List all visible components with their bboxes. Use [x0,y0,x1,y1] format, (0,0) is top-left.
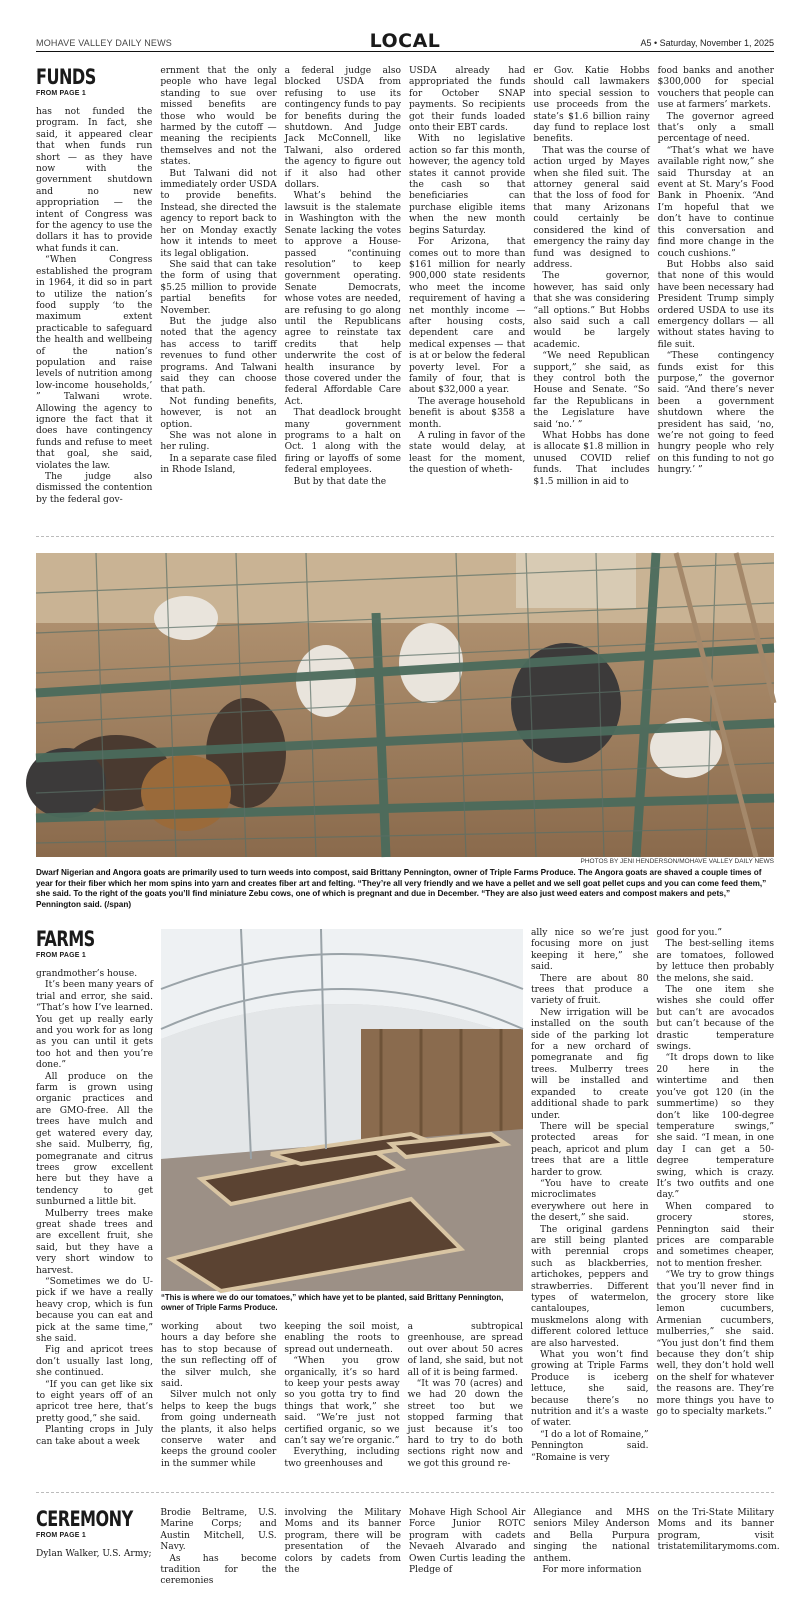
paragraph: The one item she wishes she could offer but can’t are avocados but can’t because of the drastic temperature swings. [656,985,774,1053]
paragraph: “It drops down to like 20 here in the wintertime and then you’ve got 120 (in the summertime) so they don’t like 100-degree temperature swings,” she said. “I mean, in one day I can get a 50-degree temperature swing, which is crazy. It’s two outfits and one day.” [656,1053,774,1201]
farms-col-3 [284,1322,400,1469]
paragraph: Silver mulch not only helps to keep the bugs from going underneath the plants, it also helps conserve water and keeps the ground cooler in the summer while [161,1390,277,1469]
paragraph: She was not alone in her ruling. [160,431,277,453]
funds-col-4 [409,66,525,518]
paragraph: keeping the soil moist, enabling the roots to spread out underneath. [284,1322,400,1355]
paragraph: What you won’t find growing at Triple Farms Produce is iceberg lettuce, she said, because there’s no nutrition and it’s a waste of water. [531,1350,649,1429]
paragraph: But by that date the [293,476,387,487]
paragraph: The governor, however, has said only that she was considering “all options.” But Hobbs also said such a call would be largely academic. [533,271,650,350]
paragraph: a federal judge also blocked USDA from refusing to use its contingency funds to pay for benefits during the shutdown. And Judge Jack McConnell, like Talwani, also ordered the agency to figure out if it also had other dollars. [284,66,401,191]
paragraph: Mulberry trees make great shade trees and are excellent fruit, she said, but they have a very short window to harvest. [36,1208,153,1276]
ceremony-col-6 [657,1508,780,1608]
funds-from-page: FROM PAGE 1 [36,90,86,97]
paragraph: Dylan Walker, U.S. Army; [36,1549,152,1559]
goat-photo-illustration [36,553,774,857]
farms-col-2 [161,1322,277,1469]
paragraph: “Sometimes we do U-pick if we have a really heavy crop, which is fun because you can eat and pick at the same time,” she said. [36,1276,153,1344]
paragraph: What Hobbs has done is allocate $1.8 million in unused COVID relief funds. That includes $1.5 million in aid to [533,431,650,487]
farms-col-5 [531,928,649,1463]
paragraph: All produce on the farm is grown using organic practices and are GMO-free. All the trees have mulch and get watered every day, she said. Mulberry, fig, pomegranate and citrus trees grow excellent here but they have a tendency to get sunburned a little bit. [36,1071,153,1208]
paragraph: involving the Military Moms and its banner program, there will be presentation of the colors by cadets from the [284,1508,401,1576]
paragraph: “If you can get like six to eight years off of an apricot tree here, that’s pretty good,” she said. [36,1379,153,1424]
paragraph: “These contingency funds exist for this purpose,” the governor said. “And there’s never been a government shutdown where the president has said, ‘no, we’re not going to feed hungry people who rely on this funding to not go hungry.’ ” [657,351,774,476]
section-divider [36,536,774,537]
paragraph: “That’s what we have available right now,” she said Thursday at an event at St. Mary’s Food Bank in Phoenix. “And I’m hopeful that we don’t have to continue this conversation and find more change in the couch cushions.” [657,145,774,259]
greenhouse-photo-caption: “This is where we do our tomatoes,” which have yet to be planted, said Brittany Pennington, owner of Triple Farms Produce. [161,1293,504,1312]
paragraph: “You have to create microclimates everywhere out here in the desert,” she said. [531,1178,649,1224]
paragraph: working about two hours a day before she has to stop because of the sun reflecting off of the silver mulch, she said. [161,1322,277,1390]
paragraph: Allegiance and MHS seniors Miley Anderson and Bella Purpura singing the national anthem. [533,1508,650,1564]
paragraph: When compared to grocery stores, Pennington said their prices are comparable and sometimes cheaper, not to mention fresher. [656,1201,774,1269]
paragraph: She said that can take the form of using that $5.25 million to provide partial benefits for November. [160,259,277,316]
paragraph: New irrigation will be installed on the south side of the parking lot for a new orchard of pomegranate and fig trees. Mulberry trees will be installed and expanded to create additional shade to park under. [531,1007,649,1121]
paragraph: The average household benefit is about $358 a month. [408,396,526,430]
paragraph: “We need Republican support,” she said, as they control both the House and Senate. “So far the Republicans in the Legislature have said ‘no.’ ” [533,351,650,430]
paragraph: on the Tri-State Military Moms and its banner program, visit tristatemilitarymoms.com. [657,1508,780,1553]
photo-credit: PHOTOS BY JENI HENDERSON/MOHAVE VALLEY DAILY NEWS [580,858,774,865]
farms-col-1 [36,928,153,1448]
ceremony-col-2 [160,1508,276,1608]
header-rule [36,51,774,52]
page-date: A5 • Saturday, November 1, 2025 [640,38,774,48]
paragraph: The original gardens are still being planted with perennial crops such as blackberries, artichokes, peppers and strawberries. Different types of watermelon, cantaloupes, muskmelons along with different colored lettuce are also harvested. [531,1224,649,1349]
paragraph: has not funded the program. In fact, she said, it appeared clear that when funds run short — as they have now with the government shutdown and no new appropriation — the intent of Congress was for the agency to use the dollars it has to provide what funds it can. [36,107,153,254]
goat-photo-caption: Dwarf Nigerian and Angora goats are primarily used to turn weeds into compost, said Brittany Pennington, owner of Triple Farms Produce. The Angora goats are shaved a couple times of year for their fiber which her mom spins into yarn and creates fiber art and felting. “They’re all very friendly and we have a pellet and we sell goat pellet cups and you can come feed them,” she said. To the right of the goats you’ll find miniature Zebu cows, one of which is pregnant and due in December. “They are also just weed eaters and compost makers and pets,” Pennington said. (/span) [36,868,767,909]
ceremony-col-1 [36,1508,152,1608]
farms-from-page: FROM PAGE 1 [36,952,86,959]
funds-kicker: FUNDS [36,65,96,89]
paragraph: But the judge also noted that the agency has access to tariff revenues to fund other programs. And Talwani said they can choose that path. [160,316,277,396]
paragraph: Brodie Beltrame, U.S. Marine Corps; and Austin Mitchell, U.S. Navy. [160,1508,277,1553]
paragraph: ernment that the only people who have legal standing to sue over missed benefits are those who would be harmed by the cutoff — meaning the recipients themselves and not the states. [160,66,277,168]
farms-lower-cols [161,1322,523,1469]
paragraph: The best-selling items are tomatoes, followed by lettuce then probably the melons, she said. [656,939,774,984]
paragraph: grandmother’s house. [36,969,138,979]
newspaper-name: MOHAVE VALLEY DAILY NEWS [36,38,173,48]
ceremony-from-page: FROM PAGE 1 [36,1532,86,1539]
ceremony-col-5 [533,1508,649,1608]
funds-col-5 [533,66,649,518]
paragraph: “When you grow organically, it’s so hard to keep your pests away so you gotta try to find things that work,” she said. “We’re just not certified organic, so we can’t say we’re organic.” [284,1356,400,1447]
paragraph: “I do a lot of Romaine,” Pennington said. “Romaine is very [531,1429,649,1463]
goat-photo [36,553,774,857]
paragraph: good for you.” [656,928,723,938]
paragraph: “When Congress established the program in 1964, it did so in part to utilize the nation’s food supply ‘to the maximum extent practicable to safeguard the health and wellbeing of the nation’s population and raise levels of nutrition among low-income households,’ ” Talwani wrote. Allowing the agency to ignore the fact that it does have contingency funds and refuse to meet that goal, she said, violates the law. [36,255,153,471]
paragraph: There will be special protected areas for peach, apricot and plum trees that are a little harder to grow. [531,1121,649,1178]
farms-kicker: FARMS [36,927,95,951]
paragraph: Not funding benefits, however, is not an option. [160,396,277,430]
paragraph: There are about 80 trees that produce a variety of fruit. [531,973,649,1007]
paragraph: With no legislative action so far this month, however, the agency told states it cannot provide the cash so that beneficiaries can purchase eligible items when the new month begins Saturday. [408,134,526,236]
paragraph: Mohave High School Air Force Junior ROTC program with cadets Nevaeh Alvarado and Owen Curtis leading the Pledge of [408,1508,526,1576]
funds-story [36,66,774,518]
paragraph: That deadlock brought many government programs to a halt on Oct. 1 along with the firing or layoffs of some federal employees. [284,408,401,476]
paragraph: “It was 70 (acres) and we had 20 down the street too but we stopped farming that just because it’s too hard to try to do both sections right now and we got this ground re- [407,1379,523,1469]
paragraph: a subtropical greenhouse, are spread out over about 50 acres of land, she said, but not all of it is being farmed. [407,1322,523,1378]
paragraph: The judge also dismissed the contention by the federal gov- [36,472,153,505]
funds-col-1 [36,66,152,518]
paragraph: food banks and another $300,000 for special vouchers that people can use at farmers’ markets. [657,66,774,111]
paragraph: A ruling in favor of the state would delay, at least for the moment, the question of wheth- [408,431,526,476]
paragraph: But Talwani did not immediately order USDA to provide benefits. Instead, she directed the agency to report back to her on Monday exactly how it intends to meet its legal obligation. [160,168,277,259]
paragraph: As has become tradition for the ceremonies [160,1553,277,1587]
paragraph: “We try to grow things that you’ll never find in the grocery store like lemon cucumbers, Armenian cucumbers, mulberries,” she said. “You just don’t find them because they don’t ship well, they don’t hold well on the shelf for whatever the reasons are. They’re more things you have to go to specialty markets.” [656,1270,774,1418]
ceremony-col-3 [285,1508,401,1608]
greenhouse-photo [161,929,523,1291]
farms-col-6 [657,928,775,1452]
funds-col-2 [160,66,276,518]
section-divider [36,1492,774,1493]
greenhouse-photo-illustration [161,929,523,1291]
section-title: LOCAL [369,30,441,52]
paragraph: Planting crops in July can take about a week [36,1425,153,1447]
paragraph: That was the course of action urged by Mayes when she filed suit. The attorney general said that the loss of food for that many Arizonans could certainly be considered the kind of emergency the rainy day fund was designed to address. [533,145,650,270]
paragraph: The governor agreed that’s only a small percentage of need. [657,111,774,145]
farms-col-4 [407,1322,523,1469]
ceremony-kicker: CEREMONY [36,1507,133,1531]
funds-col-3 [285,66,401,518]
paragraph: Everything, including two greenhouses and [284,1447,400,1469]
paragraph: It’s been many years of trial and error, she said. “That’s how I’ve learned. You get up really early and you work for as long as you can until it gets too hot and then you’re done.” [36,980,153,1071]
ceremony-story [36,1507,780,1608]
farms-right-cols [531,928,774,1463]
paragraph: For Arizona, that comes out to more than $161 million for nearly 900,000 state residents who meet the income requirement of having a net monthly income — after housing costs, dependent care and medical expenses — that is at or below the federal poverty level. For a family of four, that is about $32,000 a year. [408,237,526,396]
paragraph: ally nice so we’re just focusing more on just keeping it here,” she said. [531,928,649,973]
ceremony-col-4 [409,1508,525,1608]
paragraph: What’s behind the lawsuit is the stalemate in Washington with the Senate lacking the votes to approve a House-passed “continuing resolution” to keep government operating. Senate Democrats, whose votes are needed, are refusing to go along until the Republicans agree to reinstate tax credits that help underwrite the cost of health insurance by those covered under the federal Affordable Care Act. [284,191,401,407]
paragraph: er Gov. Katie Hobbs should call lawmakers into special session to use proceeds from the state’s $1.6 billion rainy day fund to replace lost benefits. [533,66,650,145]
paragraph: USDA already had appropriated the funds for October SNAP payments. So recipients got their funds loaded onto their EBT cards. [408,66,526,134]
paragraph: Fig and apricot trees don’t usually last long, she continued. [36,1345,153,1379]
paragraph: For more information [542,1565,642,1576]
funds-col-6 [658,66,774,518]
paragraph: But Hobbs also said that none of this would have been necessary had President Trump simply ordered USDA to use its emergency dollars — all without states having to file suit. [657,259,774,350]
paragraph: In a separate case filed in Rhode Island, [160,453,277,476]
